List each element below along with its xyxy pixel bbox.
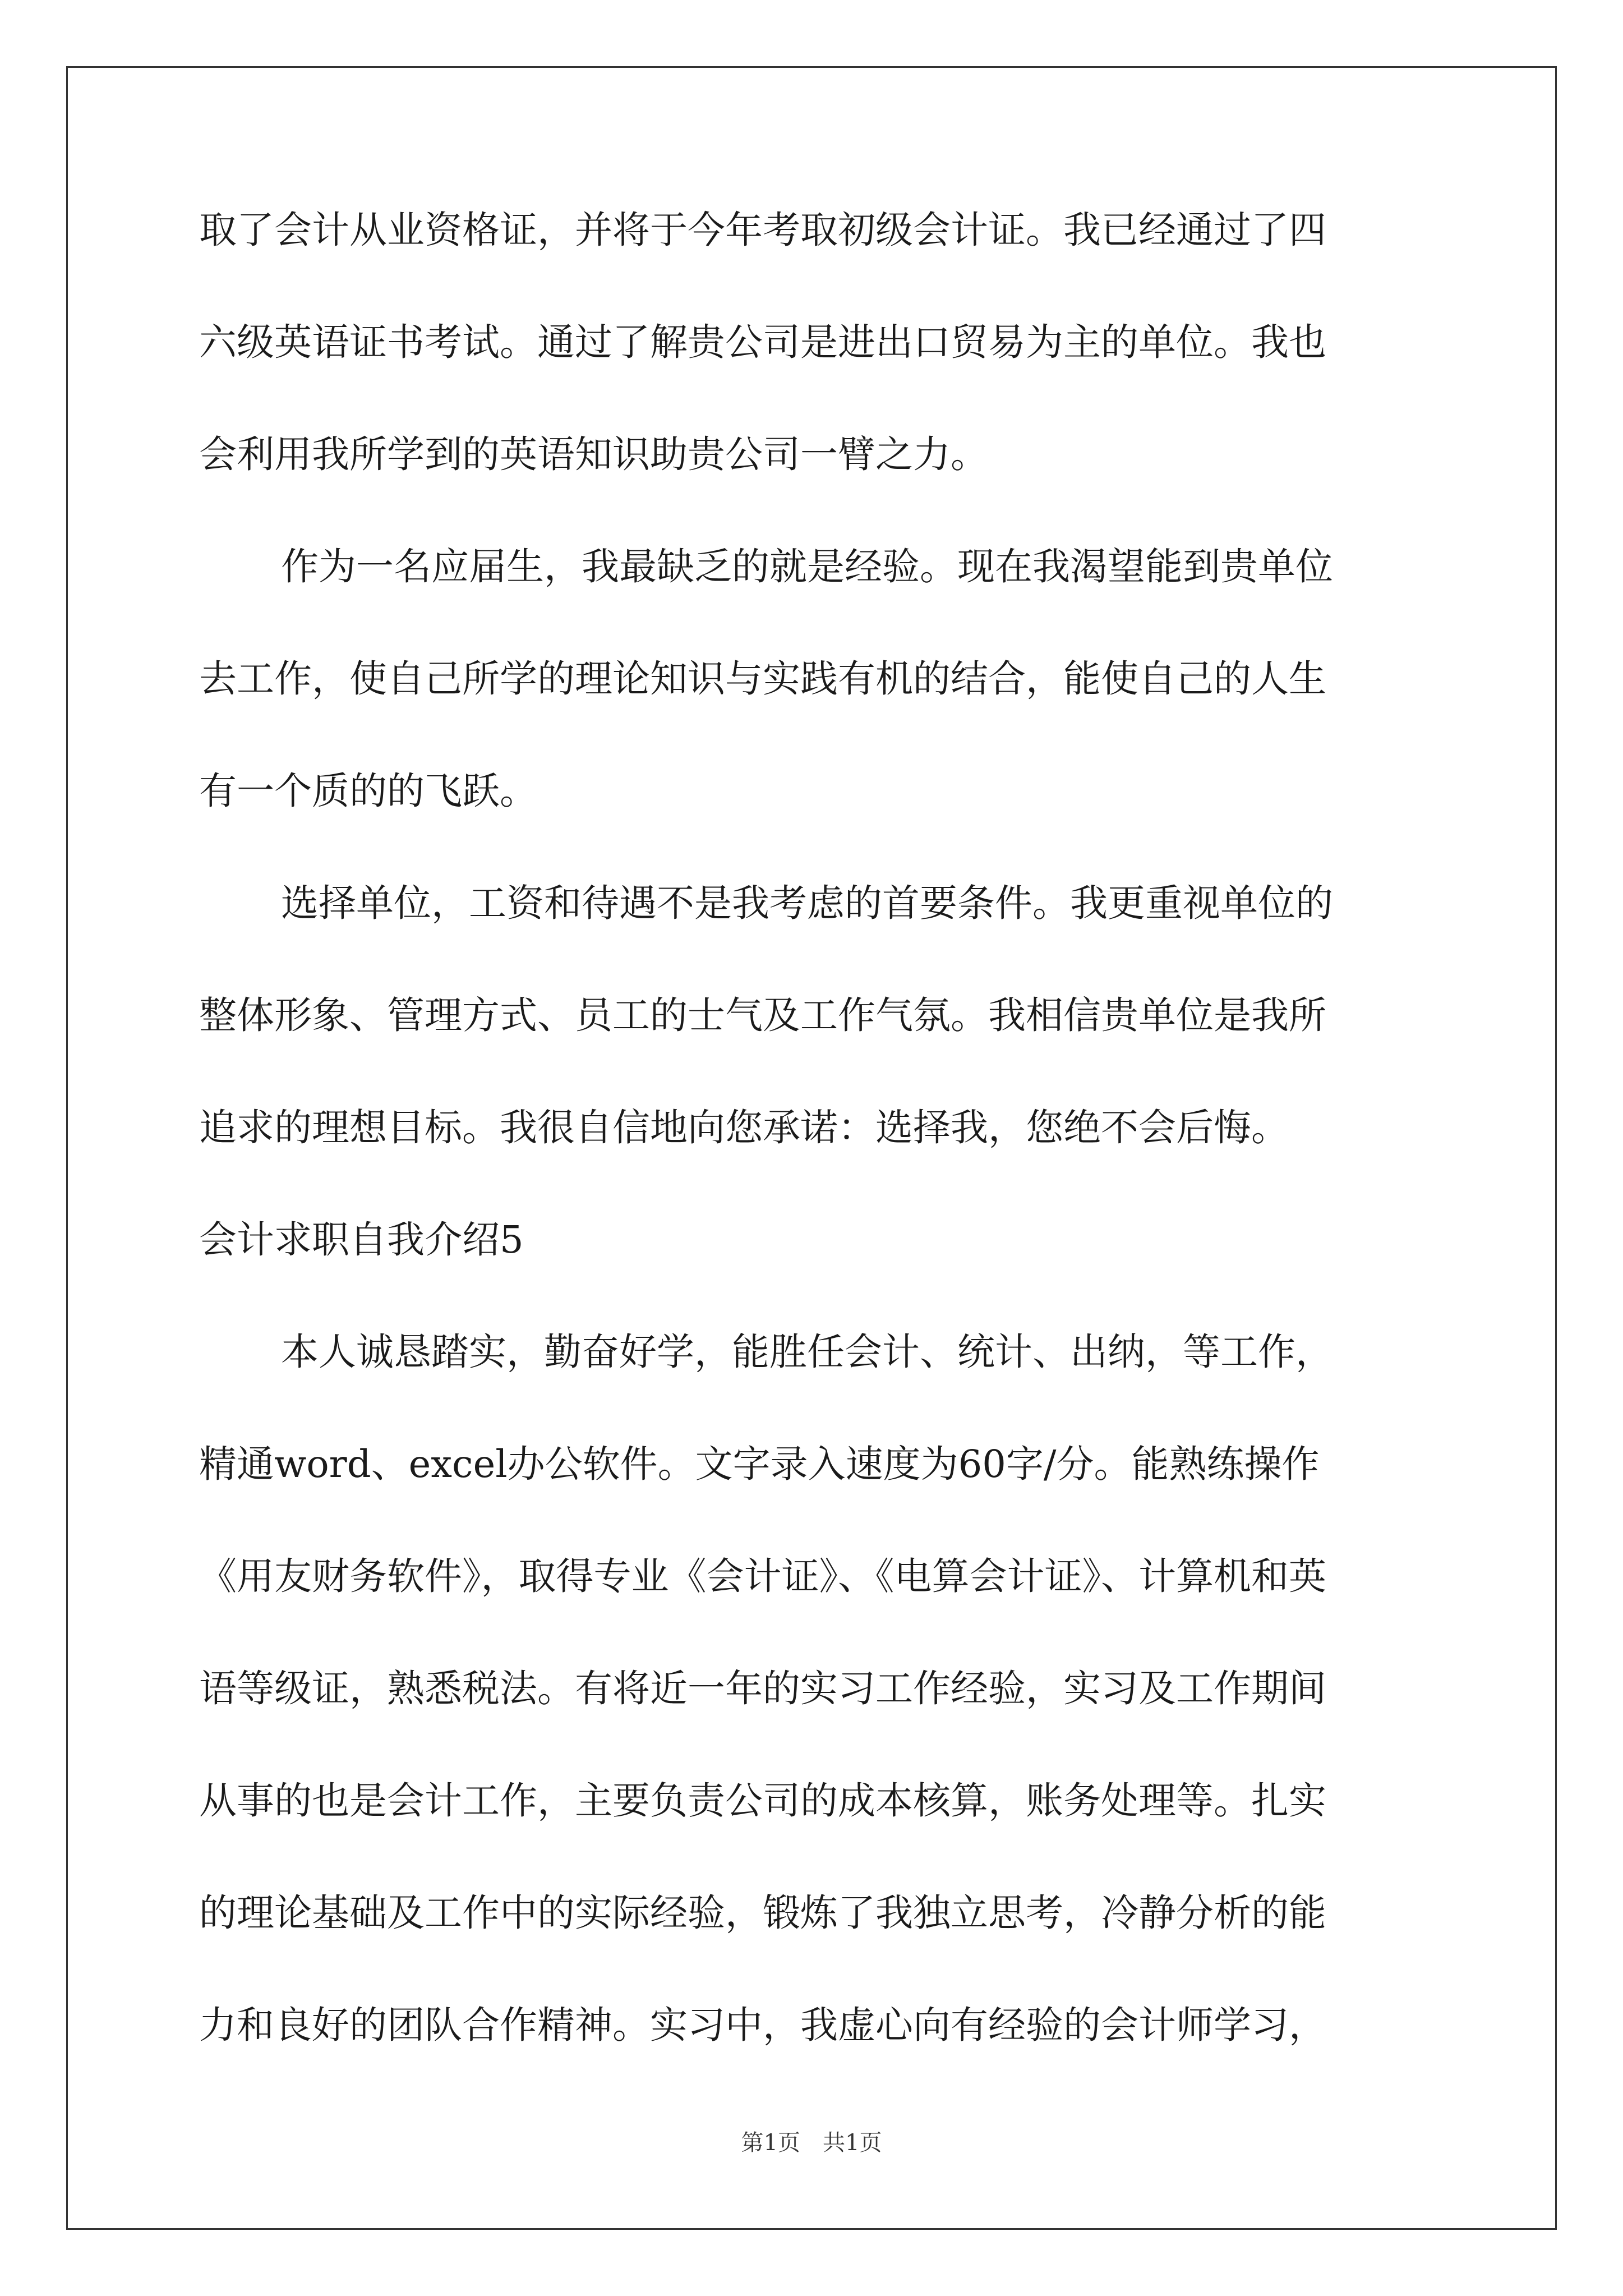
section-heading: 会计求职自我介绍5 bbox=[199, 1218, 524, 1262]
text-line: 语等级证，熟悉税法。有将近一年的实习工作经验，实习及工作期间 bbox=[199, 1667, 1326, 1710]
text-line: 作为一名应届生，我最缺乏的就是经验。现在我渴望能到贵单位 bbox=[281, 545, 1333, 588]
text-line: 会利用我所学到的英语知识助贵公司一臂之力。 bbox=[199, 432, 988, 476]
text-line: 取了会计从业资格证，并将于今年考取初级会计证。我已经通过了四 bbox=[199, 208, 1326, 252]
text-line: 从事的也是会计工作，主要负责公司的成本核算，账务处理等。扎实 bbox=[199, 1779, 1326, 1823]
text-line: 精通word、excel办公软件。文字录入速度为60字/分。能熟练操作 bbox=[199, 1442, 1320, 1486]
text-line: 六级英语证书考试。通过了解贵公司是进出口贸易为主的单位。我也 bbox=[199, 320, 1326, 364]
page-footer: 第1页 共1页 bbox=[741, 2130, 882, 2156]
text-line: 《用友财务软件》，取得专业《会计证》、《电算会计证》、计算机和英 bbox=[199, 1554, 1326, 1598]
text-line: 力和良好的团队合作精神。实习中，我虚心向有经验的会计师学习， bbox=[199, 2003, 1326, 2047]
text-line: 整体形象、管理方式、员工的士气及工作气氛。我相信贵单位是我所 bbox=[199, 993, 1326, 1037]
text-line: 本人诚恳踏实，勤奋好学，能胜任会计、统计、出纳，等工作， bbox=[281, 1330, 1333, 1374]
text-line: 追求的理想目标。我很自信地向您承诺：选择我，您绝不会后悔。 bbox=[199, 1106, 1289, 1149]
text-line: 的理论基础及工作中的实际经验，锻炼了我独立思考，冷静分析的能 bbox=[199, 1891, 1326, 1935]
text-line: 有一个质的的飞跃。 bbox=[199, 769, 537, 813]
text-line: 选择单位，工资和待遇不是我考虑的首要条件。我更重视单位的 bbox=[281, 881, 1333, 925]
text-line: 去工作，使自己所学的理论知识与实践有机的结合，能使自己的人生 bbox=[199, 657, 1326, 701]
